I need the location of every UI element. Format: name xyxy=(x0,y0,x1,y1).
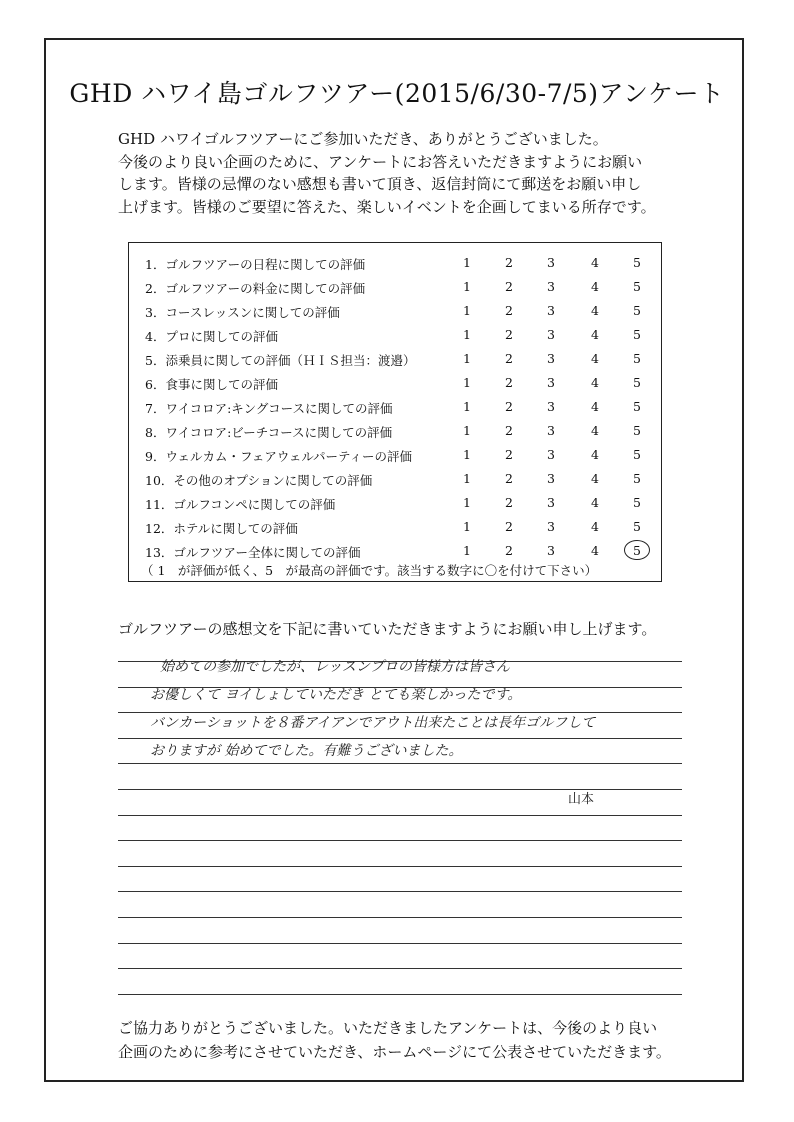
rating-option[interactable]: 3 xyxy=(547,399,555,414)
rating-item-label: 10．その他のオプションに関しての評価 xyxy=(145,473,373,488)
rating-row xyxy=(129,395,663,419)
rating-row xyxy=(129,275,663,299)
rating-option[interactable]: 4 xyxy=(591,423,599,438)
rating-option[interactable]: 1 xyxy=(463,471,471,486)
footer-line: ご協力ありがとうございました。いただきましたアンケートは、今後のより良い xyxy=(118,1019,658,1037)
page-title: GHD ハワイ島ゴルフツアー(2015/6/30-7/5)アンケート xyxy=(69,79,725,108)
rating-option[interactable]: 4 xyxy=(591,471,599,486)
rating-option[interactable]: 4 xyxy=(591,399,599,414)
rating-option[interactable]: 4 xyxy=(591,327,599,342)
rating-item-label: 2．ゴルフツアーの料金に関しての評価 xyxy=(145,281,366,296)
handwritten-line: 始めての参加でしたが、レッスンプロの皆様方は皆さん xyxy=(160,659,510,675)
rating-item-label: 9．ウェルカム・フェアウェルパーティーの評価 xyxy=(145,449,412,464)
ruled-line xyxy=(118,866,682,867)
handwritten-line: お優しくて ヨイしょしていただき とても楽しかったです。 xyxy=(150,687,522,703)
rating-option[interactable]: 1 xyxy=(463,399,471,414)
ruled-line xyxy=(118,840,682,841)
rating-option[interactable]: 2 xyxy=(505,543,513,558)
rating-option[interactable]: 4 xyxy=(591,495,599,510)
rating-option[interactable]: 5 xyxy=(633,279,641,294)
rating-option[interactable]: 2 xyxy=(505,495,513,510)
rating-option[interactable]: 3 xyxy=(547,351,555,366)
ruled-line xyxy=(118,789,682,790)
rating-option[interactable]: 2 xyxy=(505,303,513,318)
rating-option[interactable]: 2 xyxy=(505,375,513,390)
rating-item-label: 8．ワイコロア:ビーチコースに関しての評価 xyxy=(145,425,393,440)
rating-note: （ 1 が評価が低く、5 が最高の評価です。該当する数字に〇を付けて下さい） xyxy=(141,563,598,578)
rating-option[interactable]: 3 xyxy=(547,255,555,270)
rating-option[interactable]: 5 xyxy=(633,255,641,270)
handwritten-line: おりますが 始めてでした。有難うございました。 xyxy=(150,743,463,759)
rating-option[interactable]: 3 xyxy=(547,327,555,342)
rating-option[interactable]: 5 xyxy=(629,543,645,558)
rating-option[interactable]: 5 xyxy=(633,423,641,438)
rating-option[interactable]: 5 xyxy=(633,495,641,510)
rating-item-label: 4．プロに関しての評価 xyxy=(145,329,278,344)
rating-option[interactable]: 1 xyxy=(463,303,471,318)
rating-option[interactable]: 4 xyxy=(591,447,599,462)
rating-option[interactable]: 4 xyxy=(591,375,599,390)
rating-row xyxy=(129,299,663,323)
rating-option[interactable]: 1 xyxy=(463,375,471,390)
intro-text xyxy=(118,128,698,218)
rating-option[interactable]: 2 xyxy=(505,255,513,270)
rating-option[interactable]: 4 xyxy=(591,303,599,318)
rating-option[interactable]: 5 xyxy=(633,327,641,342)
rating-option[interactable]: 3 xyxy=(547,471,555,486)
ruled-line xyxy=(118,917,682,918)
rating-row xyxy=(129,467,663,491)
rating-option[interactable]: 2 xyxy=(505,447,513,462)
rating-row xyxy=(129,539,663,563)
rating-option[interactable]: 4 xyxy=(591,255,599,270)
rating-option[interactable]: 3 xyxy=(547,279,555,294)
rating-option[interactable]: 2 xyxy=(505,327,513,342)
rating-option[interactable]: 4 xyxy=(591,543,599,558)
rating-option[interactable]: 2 xyxy=(505,471,513,486)
ruled-line xyxy=(118,968,682,969)
rating-item-label: 12．ホテルに関しての評価 xyxy=(145,521,298,536)
rating-item-label: 5．添乗員に関しての評価（ＨＩＳ担当：渡邉） xyxy=(145,353,416,368)
rating-item-label: 1．ゴルフツアーの日程に関しての評価 xyxy=(145,257,366,272)
rating-option[interactable]: 1 xyxy=(463,279,471,294)
rating-row xyxy=(129,491,663,515)
ruled-line xyxy=(118,994,682,995)
rating-option[interactable]: 3 xyxy=(547,495,555,510)
rating-option[interactable]: 4 xyxy=(591,519,599,534)
intro-line: 今後のより良い企画のために、アンケートにお答えいただきますようにお願い xyxy=(118,152,643,171)
ruled-line xyxy=(118,943,682,944)
rating-option[interactable]: 2 xyxy=(505,519,513,534)
ruled-line xyxy=(118,891,682,892)
rating-option[interactable]: 2 xyxy=(505,351,513,366)
rating-row xyxy=(129,419,663,443)
selected-circle-mark xyxy=(624,540,650,560)
rating-option[interactable]: 2 xyxy=(505,399,513,414)
rating-row xyxy=(129,515,663,539)
rating-item-label: 7．ワイコロア:キングコースに関しての評価 xyxy=(145,401,393,416)
rating-option[interactable]: 1 xyxy=(463,423,471,438)
rating-table xyxy=(128,242,662,582)
rating-option[interactable]: 2 xyxy=(505,423,513,438)
rating-item-label: 6．食事に関しての評価 xyxy=(145,377,278,392)
rating-option[interactable]: 1 xyxy=(463,327,471,342)
rating-option[interactable]: 1 xyxy=(463,255,471,270)
rating-option[interactable]: 1 xyxy=(463,543,471,558)
rating-option[interactable]: 3 xyxy=(547,303,555,318)
rating-option[interactable]: 4 xyxy=(591,351,599,366)
rating-row xyxy=(129,443,663,467)
rating-option[interactable]: 1 xyxy=(463,447,471,462)
footer-line: 企画のために参考にさせていただき、ホームページにて公表させていただきます。 xyxy=(118,1043,671,1061)
rating-option[interactable]: 5 xyxy=(633,375,641,390)
footer-text xyxy=(118,1016,671,1064)
rating-option[interactable]: 3 xyxy=(547,519,555,534)
rating-row xyxy=(129,251,663,275)
ruled-line xyxy=(118,738,682,739)
rating-row xyxy=(129,323,663,347)
signature: 山本 xyxy=(568,792,595,807)
rating-option[interactable]: 5 xyxy=(633,519,641,534)
rating-item-label: 11．ゴルフコンペに関しての評価 xyxy=(145,497,336,512)
rating-option[interactable]: 1 xyxy=(463,519,471,534)
rating-option[interactable]: 5 xyxy=(633,303,641,318)
rating-option[interactable]: 4 xyxy=(591,279,599,294)
rating-option[interactable]: 5 xyxy=(633,399,641,414)
rating-row xyxy=(129,347,663,371)
rating-option[interactable]: 3 xyxy=(547,423,555,438)
rating-option[interactable]: 3 xyxy=(547,447,555,462)
ruled-line xyxy=(118,815,682,816)
intro-line: GHD ハワイゴルフツアーにご参加いただき、ありがとうございました。 xyxy=(118,130,608,148)
intro-line: します。皆様の忌憚のない感想も書いて頂き、返信封筒にて郵送をお願い申し xyxy=(118,175,642,193)
rating-option[interactable]: 1 xyxy=(463,351,471,366)
rating-option[interactable]: 3 xyxy=(547,543,555,558)
rating-option[interactable]: 1 xyxy=(463,495,471,510)
rating-option[interactable]: 5 xyxy=(633,471,641,486)
rating-option[interactable]: 3 xyxy=(547,375,555,390)
rating-option[interactable]: 5 xyxy=(633,447,641,462)
ruled-line xyxy=(118,763,682,764)
rating-item-label: 3．コースレッスンに関しての評価 xyxy=(145,305,340,320)
rating-row xyxy=(129,371,663,395)
rating-item-label: 13．ゴルフツアー全体に関しての評価 xyxy=(145,545,361,560)
rating-option[interactable]: 2 xyxy=(505,279,513,294)
intro-line: 上げます。皆様のご要望に答えた、楽しいイベントを企画してまいる所存です。 xyxy=(118,197,656,216)
comment-heading: ゴルフツアーの感想文を下記に書いていただきますようにお願い申し上げます。 xyxy=(118,620,657,638)
rating-option[interactable]: 5 xyxy=(633,351,641,366)
handwritten-line: バンカーショットを８番アイアンでアウト出来たことは長年ゴルフして xyxy=(150,715,596,731)
